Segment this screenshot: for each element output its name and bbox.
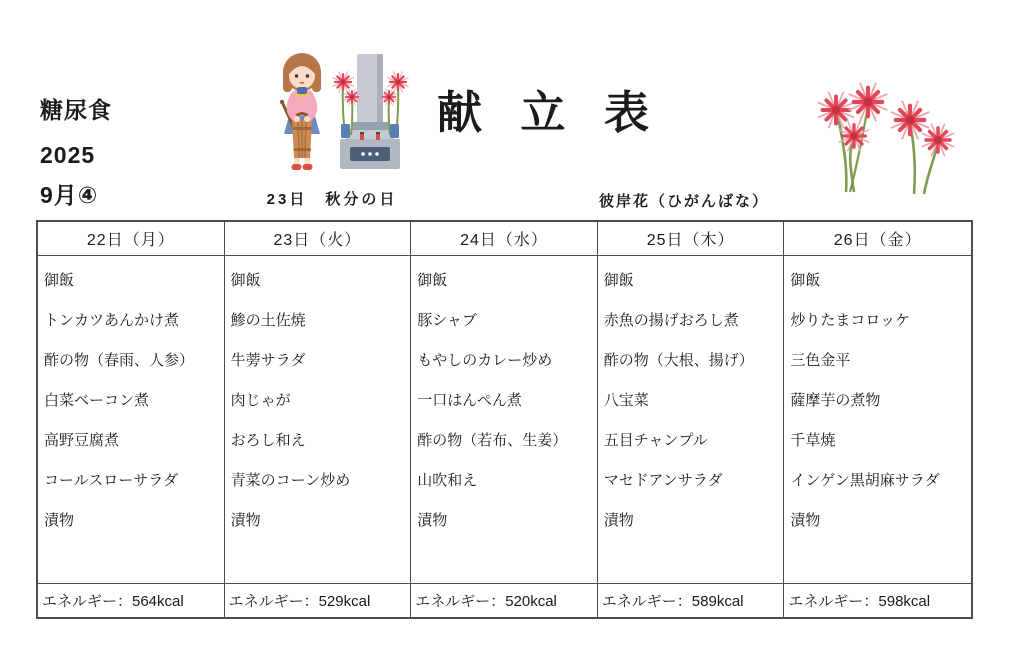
day-energy-cell: エネルギー：520kcal xyxy=(411,584,598,617)
menu-item: 豚シャブ xyxy=(417,312,477,329)
menu-item: 三色金平 xyxy=(790,352,851,369)
menu-item: 漬物 xyxy=(603,512,634,529)
menu-item: 高野豆腐煮 xyxy=(44,432,120,449)
month-week-label: 9月④ xyxy=(40,182,99,208)
menu-item: 御飯 xyxy=(790,272,821,289)
menu-item: 炒りたまコロッケ xyxy=(790,312,911,329)
menu-item: 御飯 xyxy=(230,272,261,289)
menu-item: 赤魚の揚げおろし煮 xyxy=(603,312,739,329)
menu-item: 白菜ベーコン煮 xyxy=(44,392,150,409)
menu-item: 鯵の土佐焼 xyxy=(230,312,306,329)
menu-item: 酢の物（若布、生姜） xyxy=(417,432,568,449)
menu-item: 肉じゃが xyxy=(230,392,291,409)
menu-item: 漬物 xyxy=(417,512,448,529)
flower-caption: 彼岸花（ひがんばな） xyxy=(599,193,770,210)
day-header-cell: 22日（月） xyxy=(38,222,225,256)
menu-item: 八宝菜 xyxy=(603,392,649,409)
day-menu-cell xyxy=(411,256,598,584)
menu-item: マセドアンサラダ xyxy=(603,472,723,489)
menu-item: 酢の物（大根、揚げ） xyxy=(603,352,754,369)
menu-item: 御飯 xyxy=(603,272,634,289)
menu-item: 漬物 xyxy=(790,512,821,529)
day-menu-cell xyxy=(598,256,785,584)
day-energy-cell: エネルギー：529kcal xyxy=(225,584,412,617)
day-menu-cell xyxy=(38,256,225,584)
day-header-cell: 26日（金） xyxy=(784,222,971,256)
menu-table xyxy=(36,220,973,619)
menu-item: 五目チャンプル xyxy=(603,432,708,449)
menu-item: おろし和え xyxy=(230,432,306,449)
year-label: 2025 xyxy=(40,142,96,168)
menu-item: 御飯 xyxy=(44,272,75,289)
menu-item: インゲン黒胡麻サラダ xyxy=(790,472,940,489)
menu-item: 一口はんぺん煮 xyxy=(417,392,522,409)
menu-item: 酢の物（春雨、人参） xyxy=(44,352,195,369)
menu-item: コールスローサラダ xyxy=(44,472,179,489)
menu-item: 御飯 xyxy=(417,272,448,289)
menu-item: 漬物 xyxy=(230,512,261,529)
equinox-caption: 23日 秋分の日 xyxy=(266,191,398,208)
menu-item: 薩摩芋の煮物 xyxy=(790,392,881,409)
day-menu-cell xyxy=(784,256,971,584)
menu-item: 青菜のコーン炒め xyxy=(230,472,351,489)
menu-item: 漬物 xyxy=(44,512,75,529)
day-header-cell: 23日（火） xyxy=(225,222,412,256)
day-energy-cell: エネルギー：564kcal xyxy=(38,584,225,617)
day-header-cell: 24日（水） xyxy=(411,222,598,256)
day-menu-cell xyxy=(225,256,412,584)
day-header-cell: 25日（木） xyxy=(598,222,785,256)
spider-lily-illustration xyxy=(788,80,968,198)
menu-item: もやしのカレー炒め xyxy=(417,352,553,369)
page-title: 献 立 表 xyxy=(437,87,663,138)
diet-type-label: 糖尿食 xyxy=(40,97,112,123)
menu-item: 千草焼 xyxy=(790,432,836,449)
menu-item: 山吹和え xyxy=(417,472,478,489)
menu-item: 牛蒡サラダ xyxy=(230,352,306,369)
day-energy-cell: エネルギー：589kcal xyxy=(598,584,785,617)
day-energy-cell: エネルギー：598kcal xyxy=(788,593,931,610)
menu-item: トンカツあんかけ煮 xyxy=(44,312,180,329)
grave-visit-illustration xyxy=(266,40,418,188)
